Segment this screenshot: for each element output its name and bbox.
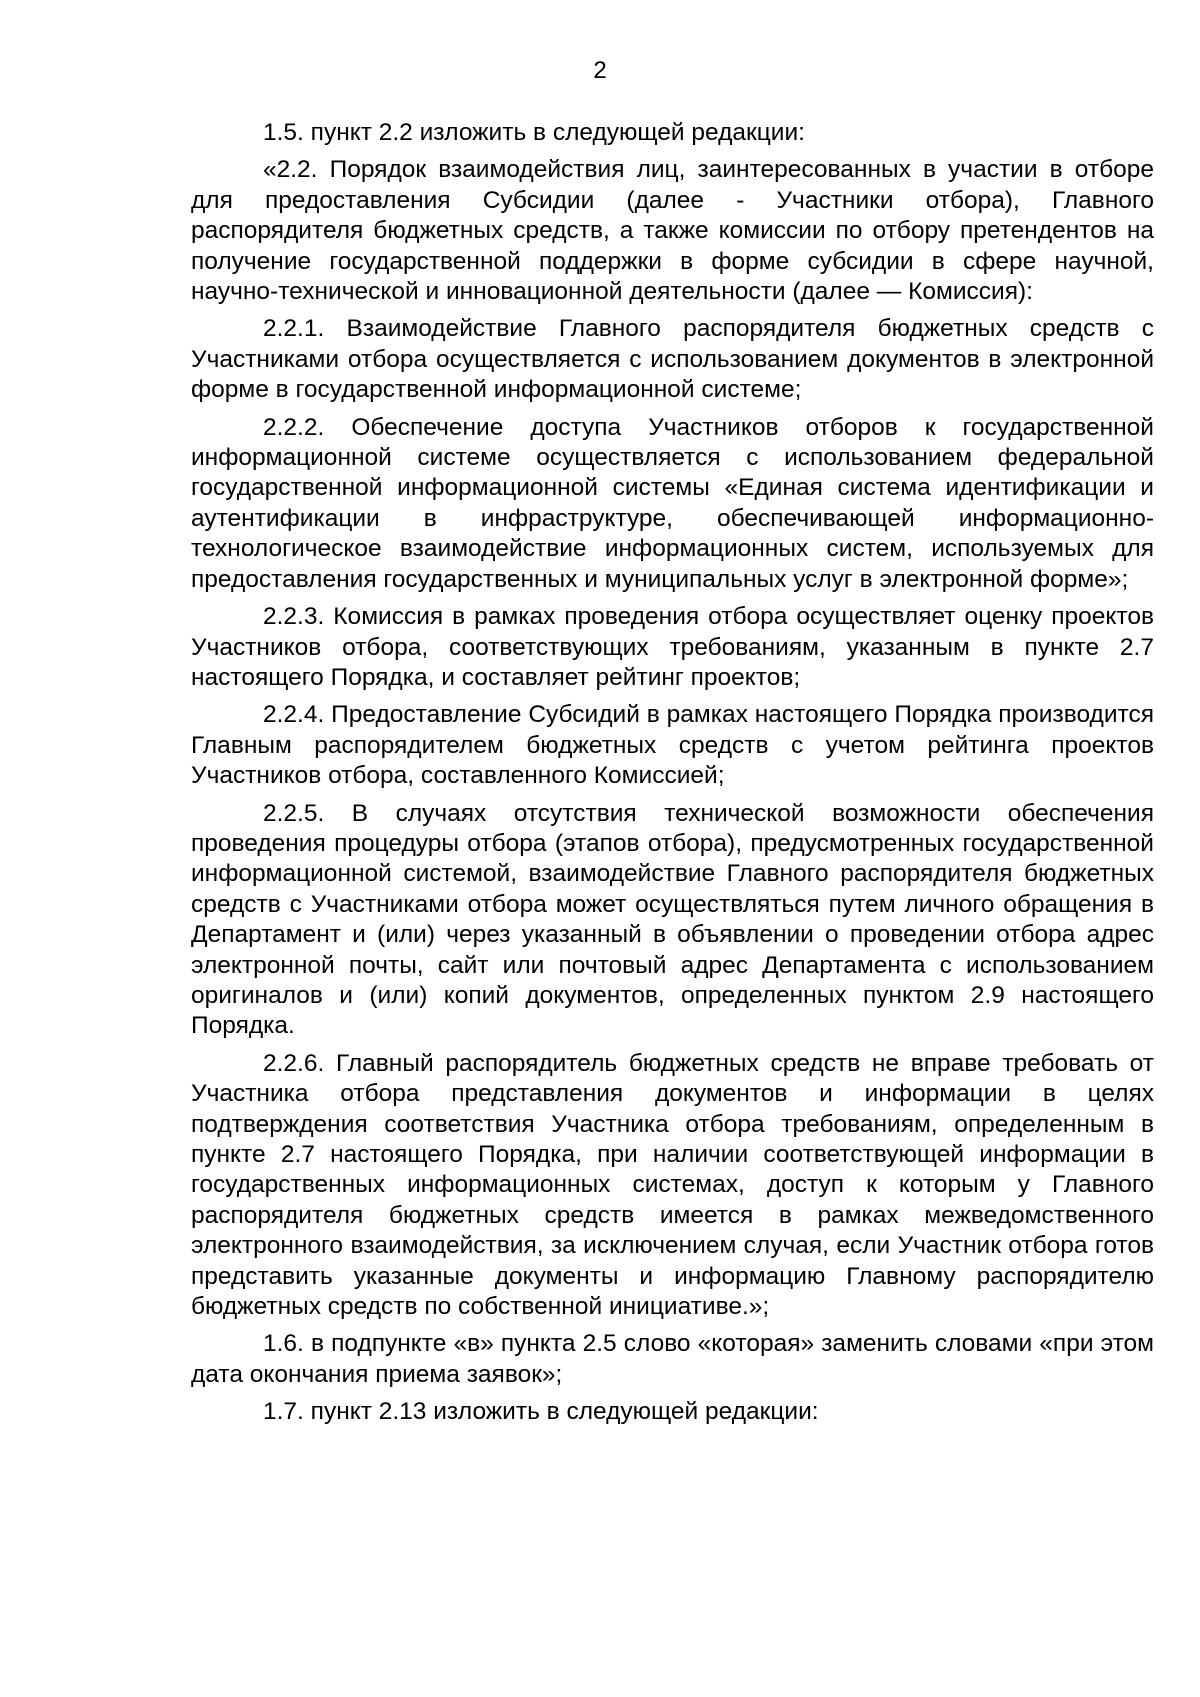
paragraph-1-6: 1.6. в подпункте «в» пункта 2.5 слово «которая» заменить словами «при этом дата окончания приема заявок»;: [191, 1330, 1154, 1388]
paragraph-2-2-5: 2.2.5. В случаях отсутствия технической возможности обеспечения проведения процедуры отбора (этапов отбора), предусмотренных государственной информационной системой, взаимодействие Главного распорядителя бюджетных средств с Участниками отбора может осуществляться путем личного обращения в Департамент и (или) через указанный в объявлении о проведении отбора адрес электронной почты, сайт или почтовый адрес Департамента с использованием оригиналов и (или) копий документов, определенных пунктом 2.9 настоящего Порядка.: [191, 799, 1154, 1040]
paragraph-2-2: «2.2. Порядок взаимодействия лиц, заинтересованных в участии в отборе для предоставления Субсидии (далее - Участники отбора), Главного распорядителя бюджетных средств, а также комиссии по отбору претендентов на получение государственной поддержки в форме субсидии в сфере научной, научно-технической и инновационной деятельности (далее — Комиссия):: [191, 156, 1154, 306]
paragraph-1-7: 1.7. пункт 2.13 изложить в следующей редакции:: [263, 1398, 819, 1426]
paragraph-1-5: 1.5. пункт 2.2 изложить в следующей редакции:: [263, 119, 805, 146]
paragraph-2-2-2: 2.2.2. Обеспечение доступа Участников отборов к государственной информационной системе осуществляется с использованием федеральной государственной информационной системы «Единая система идентификации и аутентификации в инфраструктуре, обеспечивающей информационно-технологическое взаимодействие информационных систем, используемых для предоставления государственных и муниципальных услуг в электронной форме»;: [191, 413, 1154, 593]
document-body: [191, 118, 1154, 1435]
paragraph-2-2-3: 2.2.3. Комиссия в рамках проведения отбора осуществляет оценку проектов Участников отбора, соответствующих требованиям, указанным в пункте 2.7 настоящего Порядка, и составляет рейтинг проектов;: [191, 603, 1154, 691]
paragraph-2-2-4: 2.2.4. Предоставление Субсидий в рамках настоящего Порядка производится Главным распорядителем бюджетных средств с учетом рейтинга проектов Участников отбора, составленного Комиссией;: [191, 701, 1154, 790]
paragraph-2-2-6: 2.2.6. Главный распорядитель бюджетных средств не вправе требовать от Участника отбора представления документов и информации в целях подтверждения соответствия Участника отбора требованиям, определенным в пункте 2.7 настоящего Порядка, при наличии соответствующей информации в государственных информационных системах, доступ к которым у Главного распорядителя бюджетных средств имеется в рамках межведомственного электронного взаимодействия, за исключением случая, если Участник отбора готов представить указанные документы и информацию Главному распорядителю бюджетных средств по собственной инициативе.»;: [191, 1049, 1154, 1321]
page-number: 2: [593, 57, 607, 84]
paragraph-2-2-1: 2.2.1. Взаимодействие Главного распорядителя бюджетных средств с Участниками отбора осуществляется с использованием документов в электронной форме в государственной информационной системе;: [191, 315, 1154, 404]
